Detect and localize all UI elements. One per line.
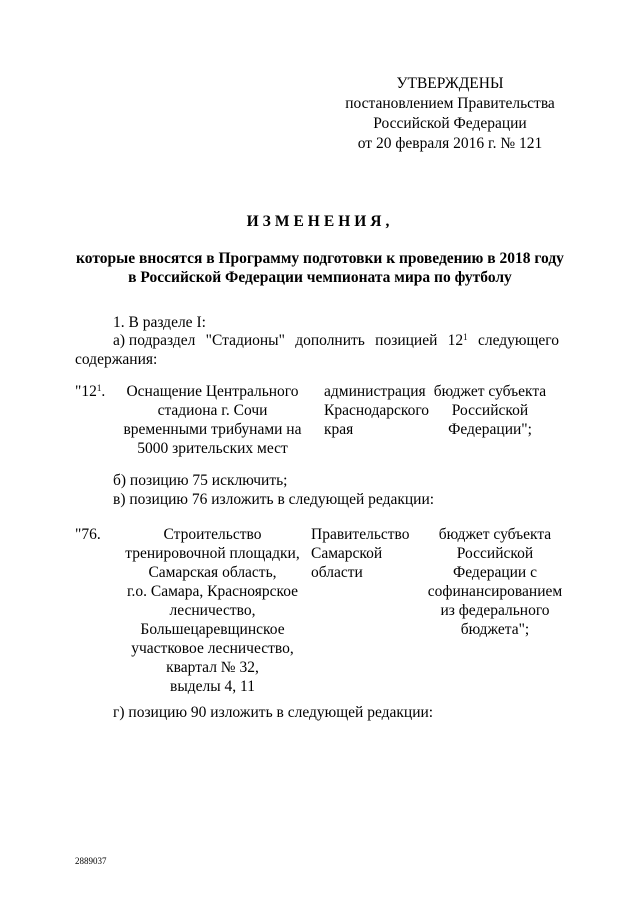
row-76-customer-line: Самарской bbox=[311, 545, 383, 562]
row-76-source-line: бюджет субъекта bbox=[438, 526, 552, 543]
row-76-object-line: г.о. Самара, Красноярское bbox=[126, 583, 299, 600]
item-a-position-number bbox=[448, 331, 468, 350]
row-76-object-line: Строительство bbox=[163, 526, 262, 543]
item-a-word-tail: следующего bbox=[477, 332, 559, 349]
row-12-source-line: бюджет субъекта bbox=[433, 383, 547, 400]
approval-line-3: Российской Федерации bbox=[373, 115, 527, 132]
row-76-object-line: лесничество, bbox=[169, 602, 256, 619]
row-12-number-sup: 1 bbox=[96, 383, 102, 393]
item-a-line-2: содержания: bbox=[75, 351, 158, 368]
row-76-customer-line: Правительство bbox=[311, 526, 410, 543]
row-76-object bbox=[110, 525, 315, 696]
row-76-object-line: Самарская область, bbox=[148, 564, 277, 581]
item-g: г) позицию 90 изложить в следующей редакции: bbox=[113, 704, 434, 721]
row-76-customer-line: области bbox=[311, 564, 363, 581]
row-76-object-line: тренировочной площадки, bbox=[125, 545, 300, 562]
row-12-number-text: "12 bbox=[75, 383, 97, 400]
document-code: 2889037 bbox=[75, 856, 107, 866]
row-12-object bbox=[110, 382, 315, 458]
item-b: б) позицию 75 исключить; bbox=[113, 472, 288, 489]
item-v: в) позицию 76 изложить в следующей редакции: bbox=[113, 491, 435, 508]
section-1-heading: 1. В разделе I: bbox=[113, 314, 206, 331]
row-76-source-line: из федерального bbox=[440, 602, 550, 619]
row-76-source-line: Российской bbox=[456, 545, 534, 562]
row-76-object-line: участковое лесничество, bbox=[131, 640, 294, 657]
row-76-number: "76. bbox=[75, 526, 101, 543]
row-76-source-line: Федерации с bbox=[453, 564, 537, 581]
item-a-word-1: а) подраздел bbox=[113, 332, 196, 349]
row-12-number bbox=[75, 382, 105, 401]
subtitle-line-2: в Российской Федерации чемпионата мира по футболу bbox=[128, 269, 512, 286]
row-76-object-line: выделы 4, 11 bbox=[170, 678, 255, 695]
row-12-number-suffix: . bbox=[101, 383, 106, 400]
item-a-word-2: "Стадионы" bbox=[205, 332, 285, 349]
approval-line-2: постановлением Правительства bbox=[345, 95, 555, 112]
item-a-sup: 1 bbox=[463, 332, 468, 342]
row-76-source-line: бюджета"; bbox=[460, 621, 530, 638]
subtitle-line-1: которые вносятся в Программу подготовки к проведению в 2018 году bbox=[76, 250, 564, 267]
row-12-object-line: 5000 зрительских мест bbox=[137, 440, 288, 457]
document-title: ИЗМЕНЕНИЯ, bbox=[246, 213, 394, 230]
row-76-source bbox=[420, 525, 570, 639]
row-12-customer-line: Краснодарского bbox=[324, 402, 430, 419]
item-a-line-1 bbox=[113, 331, 559, 350]
item-a-number: 12 bbox=[447, 332, 464, 349]
row-12-source-line: Российской bbox=[451, 402, 529, 419]
row-12-object-line: временными трибунами на bbox=[123, 421, 302, 438]
approval-block bbox=[330, 74, 570, 154]
item-a-word-3: дополнить bbox=[295, 332, 365, 349]
row-12-source bbox=[425, 382, 555, 439]
row-76-object-line: квартал № 32, bbox=[166, 659, 259, 676]
row-76-customer bbox=[311, 525, 410, 582]
row-12-customer bbox=[324, 382, 429, 439]
row-76-source-line: софинансированием bbox=[427, 583, 563, 600]
row-12-customer-line: администрация bbox=[324, 383, 426, 400]
row-12-source-line: Федерации"; bbox=[448, 421, 532, 438]
approval-line-4: от 20 февраля 2016 г. № 121 bbox=[357, 135, 543, 152]
approval-line-1: УТВЕРЖДЕНЫ bbox=[396, 75, 504, 92]
row-12-object-line: стадиона г. Сочи bbox=[157, 402, 268, 419]
document-subtitle bbox=[0, 249, 640, 287]
item-a-word-4: позицией bbox=[375, 332, 438, 349]
row-12-object-line: Оснащение Центрального bbox=[126, 383, 299, 400]
row-12-customer-line: края bbox=[324, 421, 354, 438]
row-76-object-line: Большецаревщинское bbox=[140, 621, 285, 638]
